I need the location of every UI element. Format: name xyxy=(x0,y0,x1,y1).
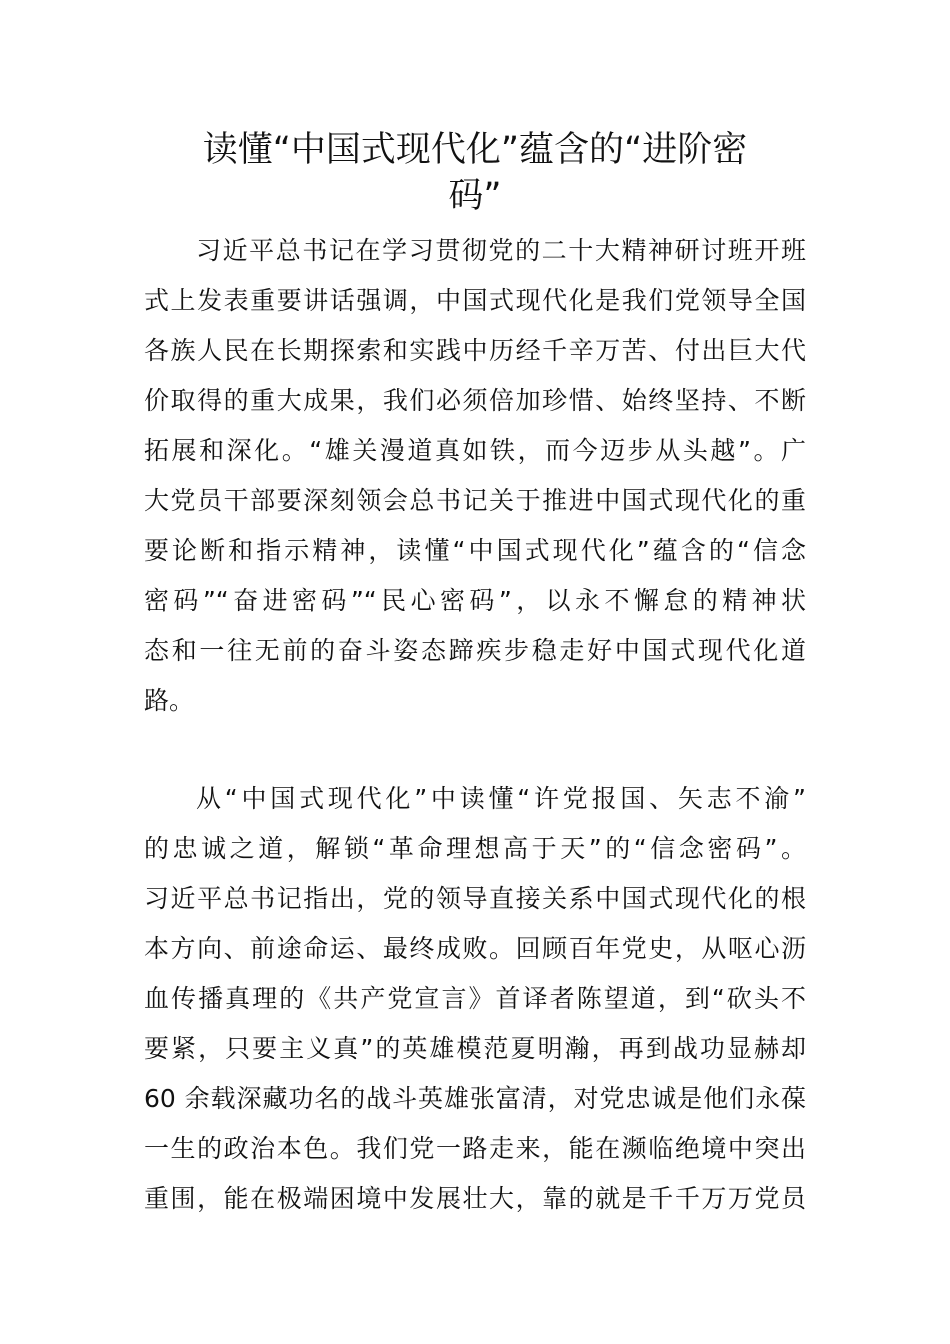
text-line: 从“中国式现代化”中读懂“许党报国、矢志不渝” xyxy=(196,784,806,813)
text-line: 价取得的重大成果，我们必须倍加珍惜、始终坚持、不断 xyxy=(144,386,806,415)
text-line: 态和一往无前的奋斗姿态蹄疾步稳走好中国式现代化道 xyxy=(144,636,806,665)
text-line: 路。 xyxy=(144,686,195,715)
text-line: 拓展和深化。“雄关漫道真如铁，而今迈步从头越”。广 xyxy=(144,436,806,465)
text-line: 各族人民在长期探索和实践中历经千辛万苦、付出巨大代 xyxy=(144,336,806,365)
title-line-1: 读懂“中国式现代化”蕴含的“进阶密 xyxy=(202,130,748,170)
text-line: 习近平总书记在学习贯彻党的二十大精神研讨班开班 xyxy=(196,236,806,265)
text-line: 血传播真理的《共产党宣言》首译者陈望道，到“砍头不 xyxy=(144,984,806,1013)
text-line: 60 余载深藏功名的战斗英雄张富清，对党忠诚是他们永葆 xyxy=(144,1084,806,1113)
text-line: 要紧，只要主义真”的英雄模范夏明瀚，再到战功显赫却 xyxy=(144,1034,806,1063)
title-line-2: 码” xyxy=(448,176,502,216)
text-line: 式上发表重要讲话强调，中国式现代化是我们党领导全国 xyxy=(144,286,806,315)
text-line: 密码”“奋进密码”“民心密码”，以永不懈怠的精神状 xyxy=(144,586,806,615)
text-line: 要论断和指示精神，读懂“中国式现代化”蕴含的“信念 xyxy=(144,536,806,565)
text-line: 一生的政治本色。我们党一路走来，能在濒临绝境中突出 xyxy=(144,1134,806,1163)
text-line: 的忠诚之道，解锁“革命理想高于天”的“信念密码”。 xyxy=(144,834,806,863)
text-line: 本方向、前途命运、最终成败。回顾百年党史，从呕心沥 xyxy=(144,934,806,963)
paragraph-1 xyxy=(144,226,806,726)
text-line: 大党员干部要深刻领会总书记关于推进中国式现代化的重 xyxy=(144,486,806,515)
text-line: 习近平总书记指出，党的领导直接关系中国式现代化的根 xyxy=(144,884,806,913)
document-title xyxy=(140,127,810,219)
text-line: 重围，能在极端困境中发展壮大，靠的就是千千万万党员 xyxy=(144,1184,806,1213)
paragraph-2 xyxy=(144,774,806,1224)
